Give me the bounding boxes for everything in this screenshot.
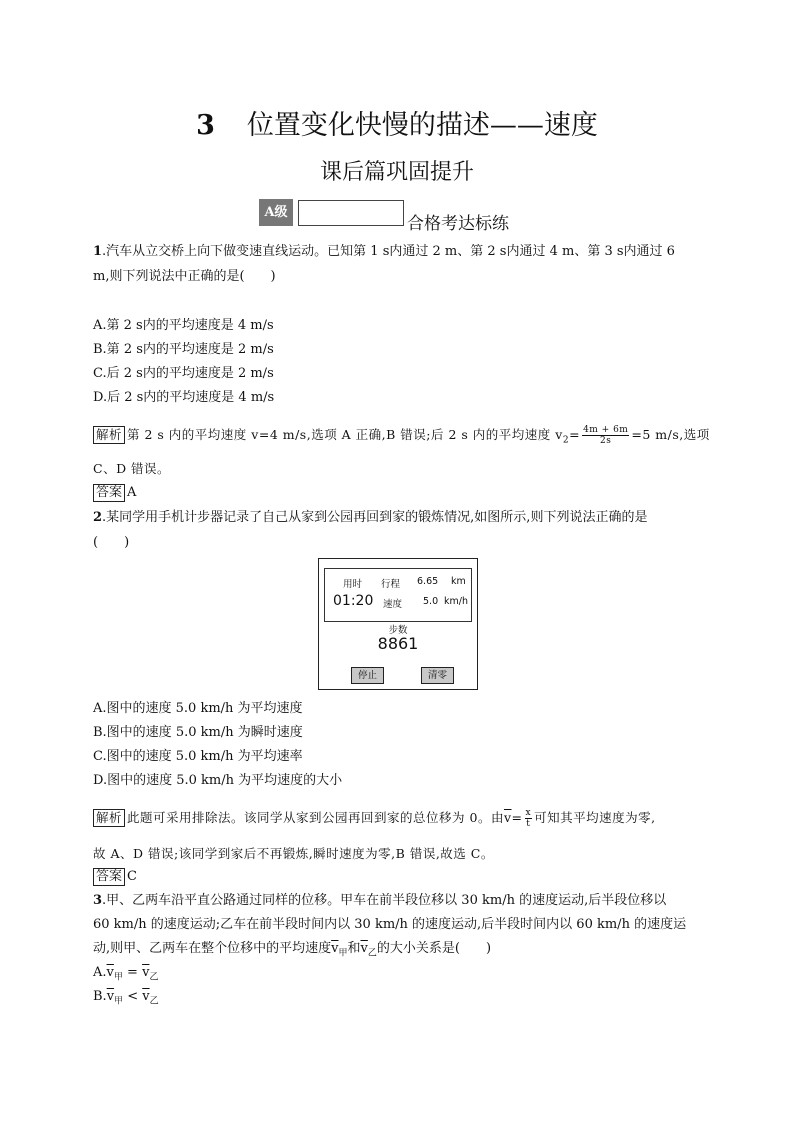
q1-option-a: A.第 2 s内的平均速度是 4 m/s bbox=[93, 318, 274, 333]
q3-stem-text-b: 的大小关系是( ) bbox=[376, 941, 492, 956]
q2-answer-value: C bbox=[127, 869, 137, 884]
q1-stem-text: .汽车从立交桥上向下做变速直线运动。已知第 1 s内通过 2 m、第 2 s内通过 4 m、第 3 s内通过 6 bbox=[102, 244, 675, 259]
q1-solution-text-end: =5 m/s,选项 bbox=[631, 427, 710, 442]
q1-option-b: B.第 2 s内的平均速度是 2 m/s bbox=[93, 342, 274, 357]
answer-tag: 答案 bbox=[93, 868, 125, 886]
vbar: $\overline{v}$ bbox=[106, 989, 115, 1004]
q3-stem-line2: 60 km/h 的速度运动;乙车在前半段时间内以 30 km/h 的速度运动,后半段时间内以 60 km/h 的速度运 bbox=[93, 917, 687, 932]
reset-button: 清零 bbox=[421, 667, 454, 684]
q3-vbar-yi: $\overline{v}$ bbox=[360, 941, 368, 956]
steps-label: 步数 bbox=[388, 625, 408, 636]
vbar: $\overline{v}$ bbox=[142, 989, 150, 1004]
option-label: B. bbox=[93, 989, 107, 1004]
fraction-numerator: 4m + 6m bbox=[583, 425, 629, 435]
q1-solution-equals: = bbox=[569, 427, 581, 442]
pedometer-figure bbox=[318, 558, 478, 690]
q2-answer bbox=[93, 868, 137, 886]
q2-stem-text: .某同学用手机计步器记录了自己从家到公园再回到家的锻炼情况,如图所示,则下列说法正确的是 bbox=[102, 510, 648, 525]
q1-stem-line2: m,则下列说法中正确的是( ) bbox=[93, 269, 276, 284]
q3-option-b bbox=[93, 988, 159, 1011]
q1-answer bbox=[93, 484, 136, 502]
grade-badge: A级 bbox=[259, 199, 293, 226]
speed-value: 5.0 bbox=[423, 596, 439, 607]
q3-sub-yi: 乙 bbox=[367, 948, 377, 959]
fraction-denominator: 2s bbox=[600, 436, 612, 446]
q2-solution-fraction bbox=[525, 808, 533, 829]
vbar: $\overline{v}$ bbox=[142, 965, 150, 980]
q2-solution-vbar: $\overline{v}$ bbox=[503, 810, 512, 825]
answer-tag: 答案 bbox=[93, 484, 125, 502]
q1-number: 1 bbox=[93, 244, 103, 259]
q2-solution-text: 此题可采用排除法。该同学从家到公园再回到家的总位移为 0。由 bbox=[127, 810, 504, 825]
page-subtitle: 课后篇巩固提升 bbox=[319, 160, 474, 185]
q2-solution-text-end: 可知其平均速度为零, bbox=[534, 810, 656, 825]
q3-stem-text-a: 动,则甲、乙两车在整个位移中的平均速度 bbox=[93, 941, 332, 956]
q2-option-c: C.图中的速度 5.0 km/h 为平均速率 bbox=[93, 749, 303, 764]
q3-sub-jia: 甲 bbox=[338, 948, 348, 959]
q1-stem-line1 bbox=[93, 243, 675, 260]
q1-solution-line1 bbox=[93, 425, 710, 450]
q3-number: 3 bbox=[93, 893, 103, 908]
relation: = bbox=[122, 965, 143, 980]
title-text: 位置变化快慢的描述——速度 bbox=[246, 110, 598, 141]
fraction-denominator: t bbox=[526, 819, 531, 829]
page-title bbox=[0, 103, 794, 142]
q1-option-d: D.后 2 s内的平均速度是 4 m/s bbox=[93, 390, 275, 405]
q2-number: 2 bbox=[93, 510, 103, 525]
q2-solution-line1 bbox=[93, 808, 656, 829]
q3-option-a bbox=[93, 964, 158, 987]
q1-solution-line2: C、D 错误。 bbox=[93, 461, 171, 476]
time-label: 用时 bbox=[343, 579, 363, 590]
q3-vbar-jia: $\overline{v}$ bbox=[331, 941, 339, 956]
stop-button: 停止 bbox=[351, 667, 384, 684]
fraction-numerator: x bbox=[525, 808, 532, 818]
section-number: 3 bbox=[196, 110, 215, 141]
q3-stem-line1 bbox=[93, 892, 666, 909]
q3-stem-and: 和 bbox=[347, 941, 361, 956]
q2-stem-line1 bbox=[93, 509, 647, 526]
grade-blank-box bbox=[298, 200, 404, 226]
q2-solution-equals: = bbox=[511, 810, 523, 825]
sub-yi: 乙 bbox=[149, 996, 159, 1007]
distance-unit: km bbox=[451, 576, 466, 587]
q1-answer-value: A bbox=[127, 485, 137, 500]
q1-solution-fraction bbox=[582, 425, 629, 446]
sub-yi: 乙 bbox=[149, 972, 159, 983]
q2-option-a: A.图中的速度 5.0 km/h 为平均速度 bbox=[93, 701, 303, 716]
q3-stem-text: .甲、乙两车沿平直公路通过同样的位移。甲车在前半段位移以 30 km/h 的速度运动,后半段位移以 bbox=[102, 893, 667, 908]
q2-option-b: B.图中的速度 5.0 km/h 为瞬时速度 bbox=[93, 725, 303, 740]
option-label: A. bbox=[93, 965, 107, 980]
q2-option-d: D.图中的速度 5.0 km/h 为平均速度的大小 bbox=[93, 773, 343, 788]
distance-value: 6.65 bbox=[417, 576, 439, 587]
vbar: $\overline{v}$ bbox=[106, 965, 114, 980]
q1-solution-subscript: 2 bbox=[562, 435, 570, 446]
sub-jia: 甲 bbox=[113, 972, 123, 983]
speed-unit: km/h bbox=[444, 596, 468, 607]
q2-stem-line2: ( ) bbox=[93, 535, 130, 550]
q3-stem-line3 bbox=[93, 940, 491, 963]
q2-solution-line2: 故 A、D 错误;该同学到家后不再锻炼,瞬时速度为零,B 错误,故选 C。 bbox=[93, 846, 494, 861]
solution-tag: 解析 bbox=[93, 809, 125, 827]
solution-tag: 解析 bbox=[93, 426, 125, 444]
sub-jia: 甲 bbox=[114, 996, 124, 1007]
time-value: 01:20 bbox=[333, 593, 374, 609]
grade-label: 合格考达标练 bbox=[407, 214, 509, 234]
relation: < bbox=[123, 989, 143, 1004]
q1-option-c: C.后 2 s内的平均速度是 2 m/s bbox=[93, 366, 274, 381]
distance-label: 行程 bbox=[381, 579, 401, 590]
steps-value: 8861 bbox=[377, 634, 419, 653]
speed-label: 速度 bbox=[383, 599, 403, 610]
q1-solution-text: 第 2 s 内的平均速度 v=4 m/s,选项 A 正确,B 错误;后 2 s 内的平均速度 v bbox=[127, 427, 563, 442]
